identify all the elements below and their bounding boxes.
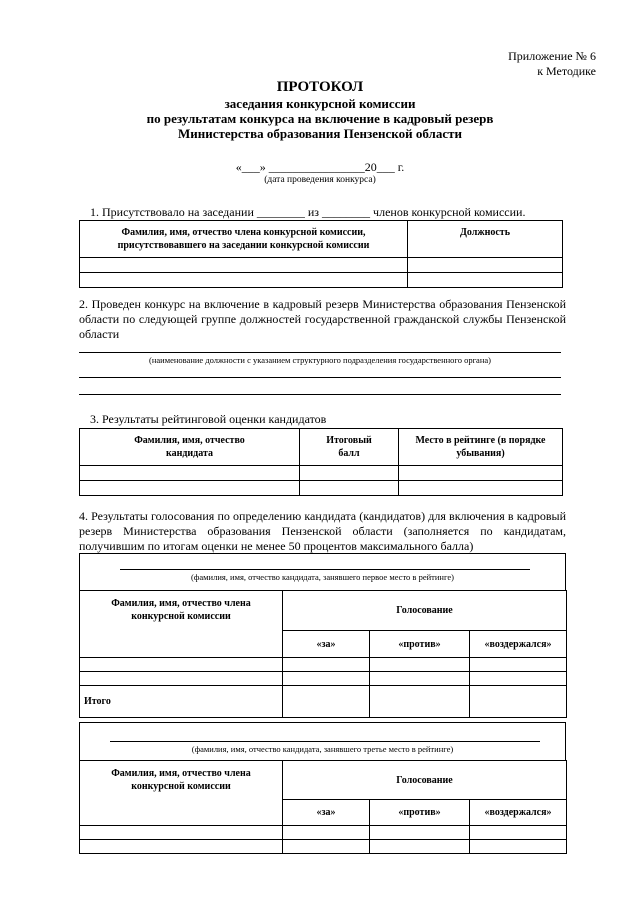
table-row (80, 672, 567, 686)
table-cell[interactable] (80, 826, 283, 840)
date-block (0, 160, 640, 186)
table-row (80, 466, 563, 481)
table-cell[interactable] (300, 481, 399, 496)
table-cell[interactable] (283, 686, 370, 718)
table-cell[interactable] (470, 686, 567, 718)
vote1-against: «против» (370, 631, 470, 658)
table-cell[interactable] (370, 686, 470, 718)
attendance-col-position: Должность (408, 221, 563, 258)
table-cell[interactable] (370, 672, 470, 686)
table-cell[interactable] (399, 481, 563, 496)
table-row (80, 481, 563, 496)
candidate1-caption: (фамилия, имя, отчество кандидата, занявшего первое место в рейтинге) (191, 572, 454, 582)
table-cell[interactable] (80, 273, 408, 288)
title-line1: заседания конкурсной комиссии (224, 96, 416, 111)
rating-table (79, 428, 563, 496)
table-cell[interactable] (80, 466, 300, 481)
table-cell[interactable] (370, 658, 470, 672)
table-cell[interactable] (399, 466, 563, 481)
table-row (80, 840, 567, 854)
vote2-for: «за» (283, 800, 370, 826)
section1-text: 1. Присутствовало на заседании ________ из ________ членов конкурсной комиссии. (90, 205, 526, 219)
table-cell[interactable] (370, 826, 470, 840)
table-cell[interactable] (408, 273, 563, 288)
table-cell[interactable] (470, 826, 567, 840)
appendix-line2: к Методике (537, 64, 596, 78)
candidate2-name-line[interactable] (110, 741, 540, 742)
vote1-col-voting: Голосование (283, 591, 567, 631)
vote1-for: «за» (283, 631, 370, 658)
table-cell[interactable] (80, 481, 300, 496)
candidate2-box (79, 722, 566, 760)
voting-table-2 (79, 760, 567, 854)
document-title (0, 79, 640, 141)
rating-col-name: Фамилия, имя, отчество кандидата (80, 429, 300, 466)
table-cell[interactable] (80, 258, 408, 273)
table-row (80, 273, 563, 288)
table-row (80, 658, 567, 672)
section2-text: 2. Проведен конкурс на включение в кадровый резерв Министерства образования Пензенской области по следующей группе должностей государственной гражданской службы Пензенской области (79, 297, 566, 341)
vote2-abstain: «воздержался» (470, 800, 567, 826)
appendix-note (508, 49, 596, 79)
candidate2-caption: (фамилия, имя, отчество кандидата, занявшего третье место в рейтинге) (191, 744, 454, 754)
appendix-line1: Приложение № 6 (508, 49, 596, 63)
table-cell[interactable] (80, 672, 283, 686)
vote2-col-member: Фамилия, имя, отчество члена конкурсной комиссии (80, 761, 283, 826)
section4-text: 4. Результаты голосования по определению кандидата (кандидатов) для включения в кадровый резерв Министерства образования Пензенской области (заполняется по кандидатам, получившим по итогам оценки не менее 50 процентов максимального балла) (79, 509, 566, 553)
blank-line[interactable] (79, 394, 561, 395)
vote2-col-voting: Голосование (283, 761, 567, 800)
vote1-total-label: Итого (80, 686, 283, 718)
position-name-line[interactable] (79, 352, 561, 353)
table-cell[interactable] (283, 840, 370, 854)
table-cell[interactable] (370, 840, 470, 854)
title-line3: Министерства образования Пензенской области (178, 126, 462, 141)
vote1-col-member: Фамилия, имя, отчество члена конкурсной комиссии (80, 591, 283, 658)
vote1-abstain: «воздержался» (470, 631, 567, 658)
table-row (80, 826, 567, 840)
title-main: ПРОТОКОЛ (276, 79, 364, 95)
table-cell[interactable] (283, 658, 370, 672)
table-row-total (80, 686, 567, 718)
candidate1-name-line[interactable] (120, 569, 530, 570)
table-row (80, 258, 563, 273)
blank-line[interactable] (79, 377, 561, 378)
section3-text: 3. Результаты рейтинговой оценки кандидатов (90, 412, 327, 426)
title-line2: по результатам конкурса на включение в кадровый резерв (146, 111, 494, 126)
voting-table-1 (79, 590, 567, 718)
table-cell[interactable] (470, 840, 567, 854)
table-cell[interactable] (470, 672, 567, 686)
table-cell[interactable] (80, 658, 283, 672)
date-caption: (дата проведения конкурса) (264, 175, 376, 185)
vote2-against: «против» (370, 800, 470, 826)
rating-col-score: Итоговый балл (300, 429, 399, 466)
table-cell[interactable] (283, 672, 370, 686)
table-cell[interactable] (283, 826, 370, 840)
rating-col-place: Место в рейтинге (в порядке убывания) (399, 429, 563, 466)
table-cell[interactable] (408, 258, 563, 273)
attendance-col-name: Фамилия, имя, отчество члена конкурсной комиссии, присутствовавшего на заседании конкурсной комиссии (80, 221, 408, 258)
table-cell[interactable] (80, 840, 283, 854)
date-field[interactable]: «___» ________________20___ г. (235, 160, 405, 174)
table-cell[interactable] (470, 658, 567, 672)
table-cell[interactable] (300, 466, 399, 481)
candidate1-box (79, 553, 566, 590)
section2-caption: (наименование должности с указанием структурного подразделения государственного органа) (149, 355, 491, 365)
attendance-table (79, 220, 563, 288)
